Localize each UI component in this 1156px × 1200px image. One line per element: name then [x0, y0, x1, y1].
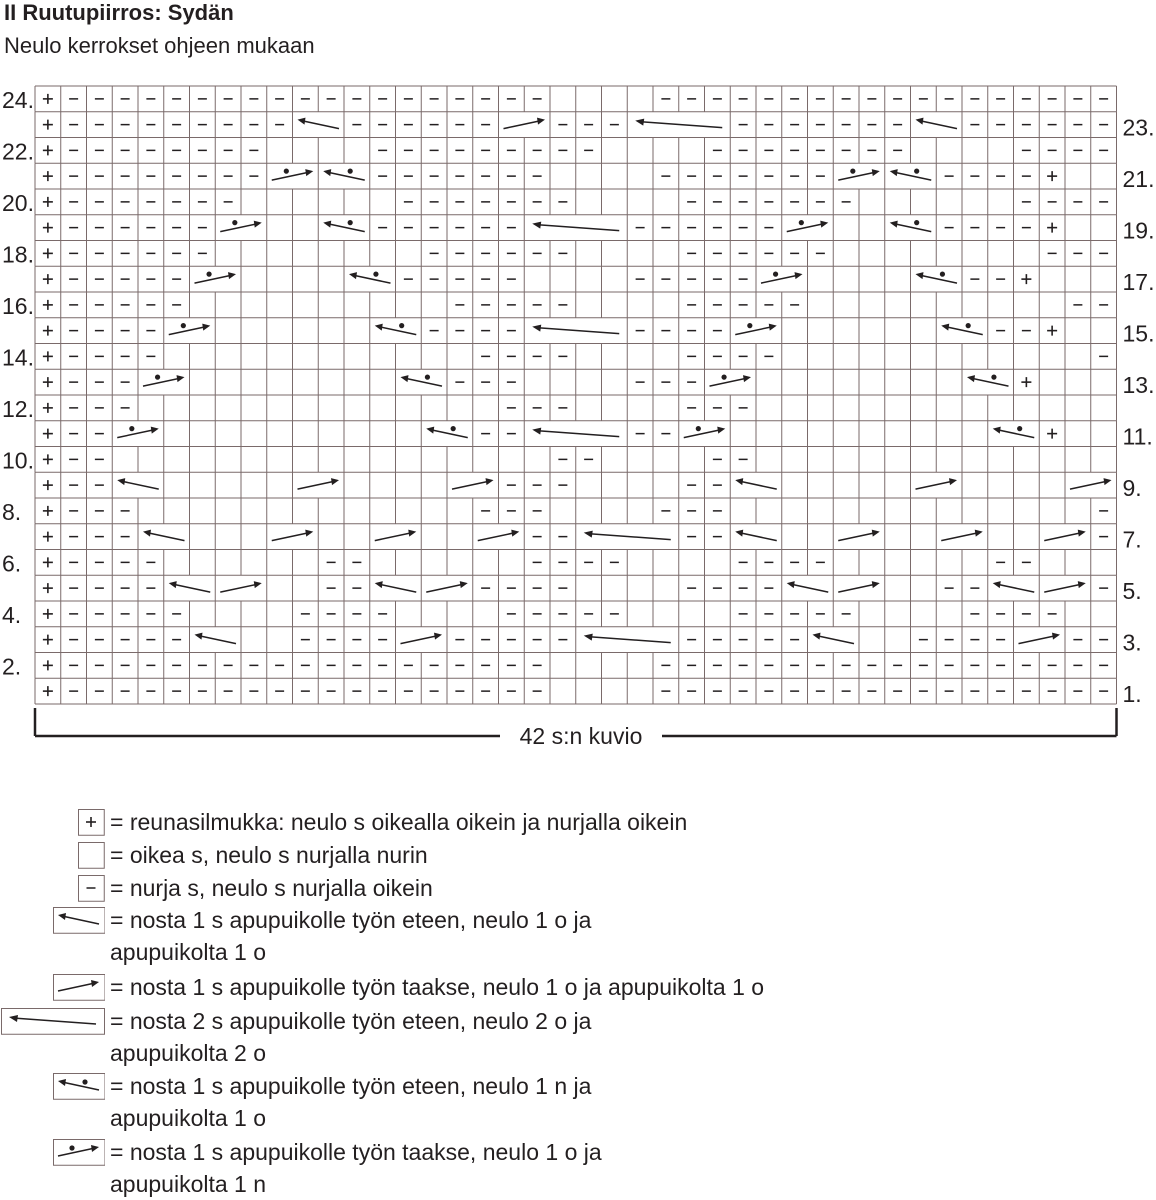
legend-symbol-cf2 — [1, 1008, 105, 1040]
cable-right-back — [1019, 636, 1057, 644]
cable-right-back — [735, 327, 773, 335]
cable-right-back — [169, 327, 207, 335]
cable-left-front — [147, 533, 185, 541]
arrow-head — [298, 118, 306, 125]
row-label-left: 10. — [2, 447, 34, 474]
legend-line-continued: apupuikolta 1 n — [110, 1171, 267, 1197]
row-label-right: 1. — [1122, 681, 1142, 707]
arrow-head — [717, 427, 725, 434]
arrow-head — [975, 530, 983, 537]
arrow-head — [511, 530, 519, 537]
purl-dot — [991, 375, 996, 380]
arrow-head — [1078, 530, 1086, 537]
arrow-head — [305, 530, 313, 537]
legend-line: = nosta 1 s apupuikolle työn taakse, neulo 1 o ja apupuikolta 1 o — [110, 974, 765, 1000]
legend-text-knit — [110, 839, 428, 871]
arrow-head — [143, 530, 151, 537]
purl-dot — [451, 426, 456, 431]
legend-line-continued: apupuikolta 1 o — [110, 1105, 267, 1131]
purl-dot — [1017, 426, 1022, 431]
purl-dot — [348, 220, 353, 225]
cable-2-front — [588, 534, 671, 540]
cable-right-back — [426, 584, 464, 592]
arrow-head — [434, 633, 442, 640]
cable-right-back — [1044, 584, 1082, 592]
row-label-right: 23. — [1122, 114, 1155, 141]
row-label-left: 16. — [2, 292, 34, 319]
row-label-right: 9. — [1122, 475, 1142, 501]
cable-2-front — [536, 225, 619, 231]
purl-dot — [799, 220, 804, 225]
purl-dot — [940, 272, 945, 277]
arrow-head — [820, 221, 828, 228]
legend-text-cf2 — [110, 1005, 591, 1069]
row-label-right: 13. — [1122, 372, 1155, 398]
purl-dot — [206, 272, 211, 277]
arrow-head — [872, 169, 880, 176]
arrow-head — [967, 375, 975, 382]
legend-line: = reunasilmukka: neulo s oikealla oikein ja nurjalla oikein — [110, 809, 688, 835]
arrow-head — [993, 581, 1001, 588]
cable-2-front — [536, 328, 619, 334]
arrow-head — [795, 272, 803, 279]
cable-right-back — [761, 275, 799, 283]
row-label-left: 6. — [2, 550, 22, 577]
row-label-left: 2. — [2, 653, 22, 680]
legend-text-cfp — [110, 1070, 591, 1134]
pattern-width-label: 42 s:n kuvio — [519, 723, 643, 749]
cable-left-front — [302, 121, 340, 129]
cable-right-back — [684, 430, 722, 438]
arrow-head — [151, 427, 159, 434]
cable-right-back — [272, 172, 310, 180]
purl-dot — [399, 323, 404, 328]
arrow-head — [813, 633, 821, 640]
arrow-head — [254, 581, 262, 588]
arrow-head — [401, 375, 409, 382]
arrow-head — [408, 530, 416, 537]
cable-left-front — [199, 636, 237, 644]
legend-text-cbp — [110, 1136, 602, 1200]
row-label-left: 14. — [2, 344, 34, 371]
row-label-right: 7. — [1122, 526, 1142, 553]
cable-right-back — [117, 430, 155, 438]
arrow-head — [743, 375, 751, 382]
cable-left-front — [894, 224, 932, 232]
purl-dot — [721, 375, 726, 380]
legend-line-continued: apupuikolta 2 o — [110, 1040, 267, 1066]
purl-dot — [773, 272, 778, 277]
arrow-head — [169, 581, 177, 588]
row-label-right: 5. — [1122, 578, 1142, 604]
legend-text-cf1 — [110, 904, 591, 968]
arrow-head — [117, 478, 125, 485]
purl-dot — [373, 272, 378, 277]
cable-left-front — [173, 584, 211, 592]
legend-text-cb1 — [110, 971, 764, 1003]
legend-line-continued: apupuikolta 1 o — [110, 939, 267, 965]
cable-left-front — [379, 327, 417, 335]
cable-right-back — [272, 533, 310, 541]
cable-left-front — [327, 172, 365, 180]
row-label-left: 22. — [2, 138, 34, 165]
arrow-head — [584, 634, 593, 641]
arrow-head — [735, 478, 743, 485]
chart-subtitle: Neulo kerrokset ohjeen mukaan — [4, 33, 315, 58]
row-label-right: 17. — [1122, 269, 1155, 295]
arrow-head — [375, 581, 383, 588]
arrow-head — [486, 478, 494, 485]
cable-left-front — [997, 584, 1035, 592]
cable-right-back — [504, 121, 542, 129]
cable-left-front — [430, 430, 468, 438]
cable-right-back — [710, 378, 748, 386]
purl-dot — [232, 220, 237, 225]
row-label-right: 3. — [1122, 629, 1142, 656]
purl-dot — [914, 169, 919, 174]
arrow-head — [177, 375, 185, 382]
legend-line: = nurja s, neulo s nurjalla oikein — [110, 875, 433, 901]
purl-dot — [696, 426, 701, 431]
cable-right-back — [220, 584, 258, 592]
cable-left-front — [739, 533, 777, 541]
arrow-head — [872, 530, 880, 537]
legend-symbol-purl — [78, 875, 105, 907]
cable-right-back — [838, 584, 876, 592]
cable-2-front — [536, 431, 619, 437]
purl-dot — [966, 323, 971, 328]
purl-dot — [914, 220, 919, 225]
legend-line: = nosta 2 s apupuikolle työn eteen, neulo 2 o ja — [110, 1008, 592, 1034]
arrow-head — [916, 272, 924, 279]
purl-dot — [348, 169, 353, 174]
arrow-head — [735, 530, 743, 537]
arrow-head — [916, 118, 924, 125]
arrow-head — [532, 428, 541, 435]
arrow-head — [323, 221, 331, 228]
legend-line: = nosta 1 s apupuikolle työn taakse, neulo 1 o ja — [110, 1139, 602, 1165]
cable-left-front — [327, 224, 365, 232]
arrow-head — [228, 272, 236, 279]
arrow-head — [254, 221, 262, 228]
row-label-left: 4. — [2, 601, 22, 628]
cable-right-back — [941, 533, 979, 541]
arrow-head — [532, 222, 541, 229]
row-label-right: 21. — [1122, 166, 1155, 192]
cable-left-front — [353, 275, 391, 283]
row-label-right: 19. — [1122, 217, 1155, 244]
arrow-head — [1078, 581, 1086, 588]
arrow-head — [872, 581, 880, 588]
legend-symbol-edge — [78, 809, 105, 841]
row-label-right: 15. — [1122, 320, 1155, 347]
arrow-head — [941, 324, 949, 331]
legend-symbol-knit — [78, 842, 105, 874]
legend-symbol-cf1 — [53, 907, 106, 939]
arrow-head — [890, 169, 898, 176]
cable-left-front — [121, 481, 159, 489]
purl-dot — [850, 169, 855, 174]
cable-left-front — [791, 584, 829, 592]
cable-left-front — [817, 636, 855, 644]
legend-line: = nosta 1 s apupuikolle työn eteen, neulo 1 n ja — [110, 1073, 592, 1099]
cable-2-front — [639, 122, 722, 128]
arrow-head — [323, 169, 331, 176]
cable-right-back — [1044, 533, 1082, 541]
purl-dot — [155, 375, 160, 380]
arrow-head — [349, 272, 357, 279]
cable-left-front — [997, 430, 1035, 438]
row-label-left: 12. — [2, 395, 34, 422]
cable-right-back — [838, 533, 876, 541]
cable-left-front — [894, 172, 932, 180]
cable-left-front — [920, 121, 958, 129]
cable-right-back — [195, 275, 233, 283]
arrow-head — [993, 427, 1001, 434]
arrow-head — [1104, 478, 1112, 485]
legend-symbol-cbp — [53, 1139, 106, 1171]
arrow-head — [426, 427, 434, 434]
legend-symbol-cfp — [53, 1073, 106, 1105]
purl-dot — [129, 426, 134, 431]
cable-right-back — [787, 224, 825, 232]
arrow-head — [331, 478, 339, 485]
purl-dot — [181, 323, 186, 328]
cable-left-front — [379, 584, 417, 592]
cable-right-back — [401, 636, 439, 644]
cable-left-front — [405, 378, 443, 386]
purl-dot — [425, 375, 430, 380]
legend-line: = nosta 1 s apupuikolle työn eteen, neulo 1 o ja — [110, 907, 592, 933]
legend-symbol-cb1 — [53, 974, 106, 1006]
arrow-head — [375, 324, 383, 331]
arrow-head — [890, 221, 898, 228]
cable-right-back — [838, 172, 876, 180]
arrow-head — [949, 478, 957, 485]
cable-left-front — [739, 481, 777, 489]
row-label-right: 11. — [1122, 423, 1153, 450]
cable-left-front — [971, 378, 1009, 386]
legend-text-edge — [110, 806, 687, 838]
cable-right-back — [916, 481, 954, 489]
arrow-head — [584, 531, 593, 538]
cable-right-back — [375, 533, 413, 541]
arrow-head — [460, 581, 468, 588]
arrow-head — [769, 324, 777, 331]
cable-left-front — [945, 327, 983, 335]
arrow-head — [305, 169, 313, 176]
cable-right-back — [143, 378, 181, 386]
cable-right-back — [452, 481, 490, 489]
cable-left-front — [920, 275, 958, 283]
arrow-head — [532, 325, 541, 332]
arrow-head — [635, 119, 644, 126]
row-label-left: 8. — [2, 498, 22, 525]
arrow-head — [195, 633, 203, 640]
purl-dot — [284, 169, 289, 174]
cable-right-back — [220, 224, 258, 232]
cable-2-front — [588, 637, 671, 643]
row-label-left: 18. — [2, 241, 34, 268]
cable-right-back — [478, 533, 516, 541]
cable-right-back — [298, 481, 336, 489]
legend-text-purl — [110, 872, 433, 904]
arrow-head — [1052, 633, 1060, 640]
chart-title: II Ruutupiirros: Sydän — [4, 0, 234, 25]
legend-line: = oikea s, neulo s nurjalla nurin — [110, 842, 428, 868]
row-label-left: 20. — [2, 189, 34, 216]
row-label-left: 24. — [2, 86, 34, 113]
arrow-head — [537, 118, 545, 125]
arrow-head — [787, 581, 795, 588]
cable-right-back — [1070, 481, 1108, 489]
purl-dot — [747, 323, 752, 328]
arrow-head — [202, 324, 210, 331]
